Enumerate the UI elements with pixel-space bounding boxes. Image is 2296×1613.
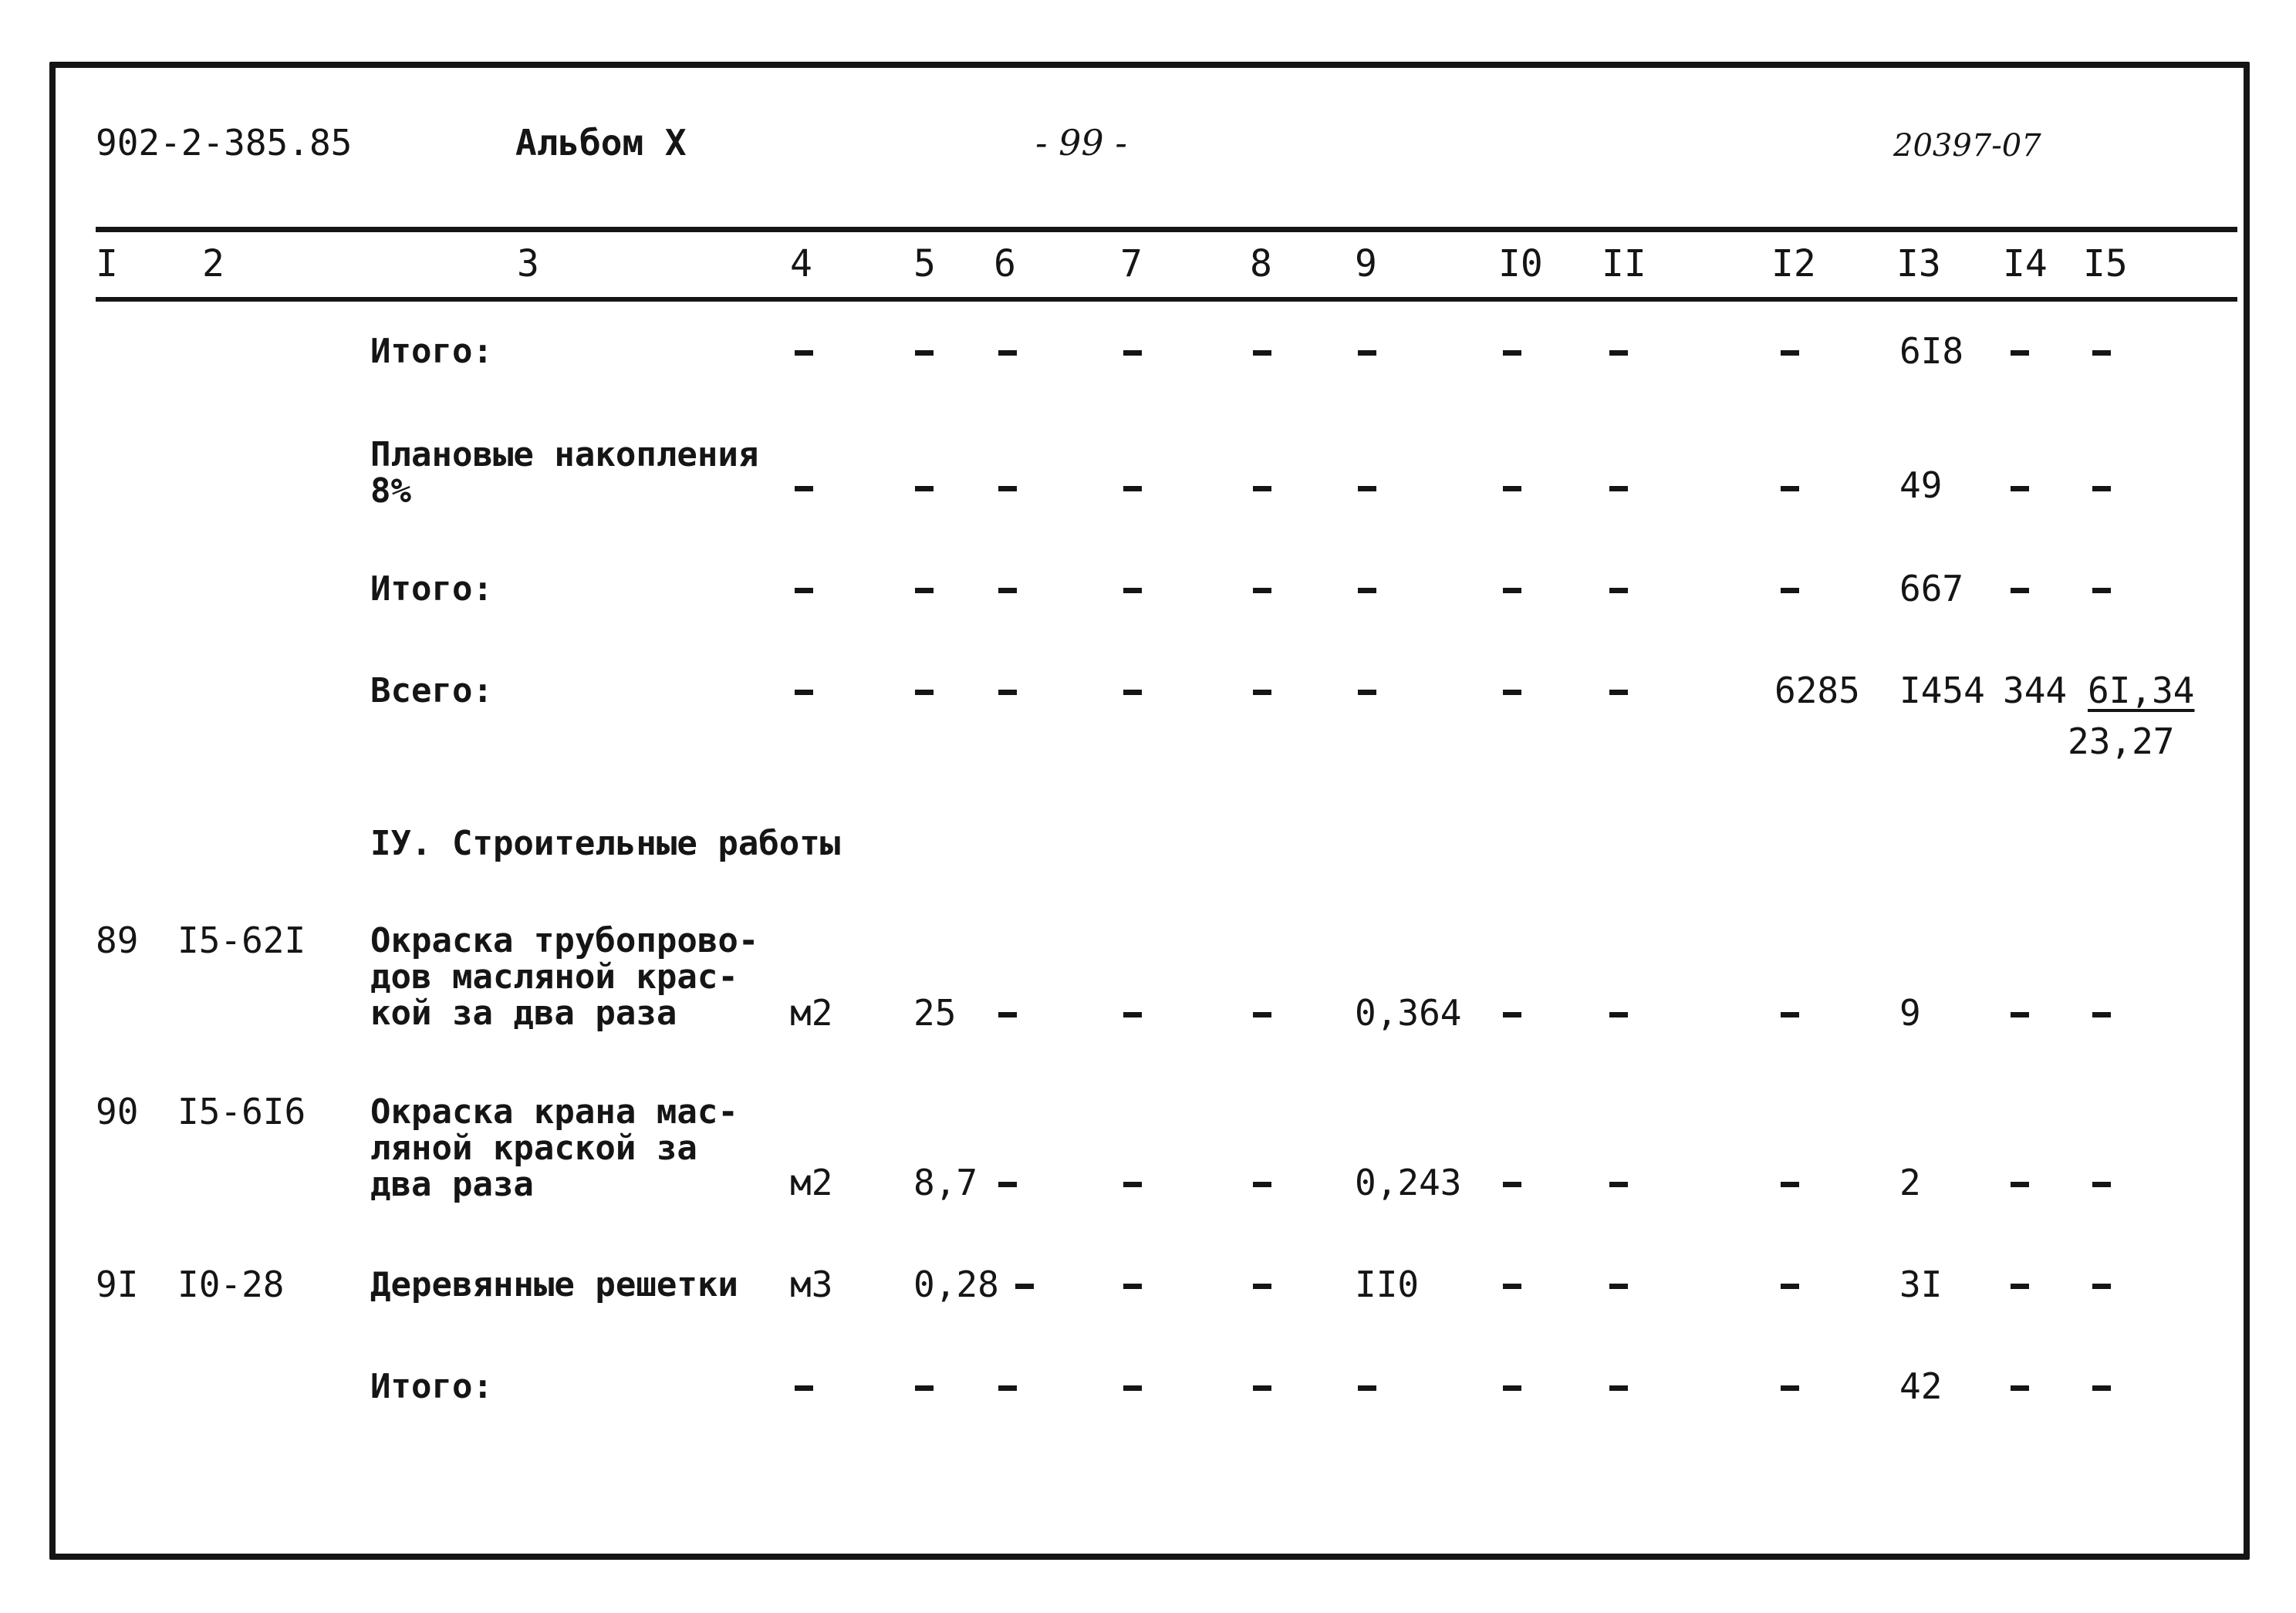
cell-quantity: 0,28 (913, 1264, 999, 1305)
dash (2092, 1182, 2111, 1187)
dash (1503, 690, 1521, 695)
cell-c13: 49 (1899, 464, 1943, 506)
dash (998, 486, 1017, 491)
dash (2092, 1284, 2111, 1289)
section-title: IУ. Строительные работы (370, 824, 841, 863)
cell-c12: 6285 (1774, 670, 1860, 711)
row-description: Плановые накопления 8% (370, 435, 759, 511)
column-number: I2 (1771, 242, 1816, 285)
column-number: 4 (790, 242, 812, 285)
dash (1253, 1012, 1271, 1017)
dash (915, 690, 934, 695)
dash (1253, 1284, 1271, 1289)
dash (1123, 486, 1142, 491)
dash (1609, 1182, 1628, 1187)
dash (998, 1385, 1017, 1391)
dash (2092, 1012, 2111, 1017)
dash (2011, 1182, 2029, 1187)
dash (998, 1182, 1017, 1187)
cell-c15-numerator: 6I,34 (2088, 670, 2195, 711)
dash (998, 690, 1017, 695)
row-description: Окраска трубопрово- дов масляной крас- кой за два раза (370, 921, 759, 1033)
album-label: Альбом X (515, 122, 687, 164)
column-number: 7 (1120, 242, 1143, 285)
row-description: Окраска крана мас- ляной краской за два раза (370, 1092, 738, 1204)
dash (998, 588, 1017, 593)
dash (795, 588, 813, 593)
dash (1503, 1182, 1521, 1187)
rate-code: I0-28 (177, 1264, 285, 1305)
dash (1358, 350, 1376, 356)
cell-c9: 0,364 (1355, 992, 1462, 1034)
dash (1503, 350, 1521, 356)
dash (2011, 486, 2029, 491)
dash (1253, 1182, 1271, 1187)
cell-c13: 42 (1899, 1365, 1943, 1407)
dash (1123, 588, 1142, 593)
dash (795, 486, 813, 491)
cell-c13: I454 (1899, 670, 1985, 711)
dash (1503, 1385, 1521, 1391)
dash (2092, 588, 2111, 593)
dash (2011, 1012, 2029, 1017)
dash (795, 350, 813, 356)
cell-c9: 0,243 (1355, 1162, 1462, 1203)
dash (1123, 1182, 1142, 1187)
dash (1253, 690, 1271, 695)
dash (1781, 350, 1799, 356)
dash (915, 350, 934, 356)
dash (2011, 1284, 2029, 1289)
column-number: I4 (2003, 242, 2048, 285)
dash (1123, 1012, 1142, 1017)
dash (1123, 350, 1142, 356)
row-description: Итого: (370, 332, 493, 371)
cell-quantity: 25 (913, 992, 957, 1034)
dash (915, 1385, 934, 1391)
cell-unit: м2 (790, 1162, 833, 1203)
dash (795, 690, 813, 695)
column-number: 9 (1355, 242, 1377, 285)
dash (1781, 1385, 1799, 1391)
column-number: 6 (994, 242, 1016, 285)
cell-c13: 6I8 (1899, 330, 1964, 372)
dash (1358, 690, 1376, 695)
dash (2092, 486, 2111, 491)
cell-c15-denominator: 23,27 (2068, 720, 2175, 762)
header-rule-top (96, 227, 2237, 232)
dash (2011, 1385, 2029, 1391)
row-description: Деревянные решетки (370, 1265, 738, 1304)
dash (1503, 1284, 1521, 1289)
dash (2092, 1385, 2111, 1391)
document-code: 902-2-385.85 (96, 122, 353, 164)
cell-c13: 3I (1899, 1264, 1943, 1305)
rate-code: I5-62I (177, 920, 306, 961)
dash (1123, 1284, 1142, 1289)
dash (1015, 1284, 1034, 1289)
dash (2011, 350, 2029, 356)
dash (1123, 1385, 1142, 1391)
dash (998, 1012, 1017, 1017)
dash (1781, 1284, 1799, 1289)
dash (1781, 486, 1799, 491)
dash (1503, 486, 1521, 491)
cell-quantity: 8,7 (913, 1162, 978, 1203)
dash (1503, 588, 1521, 593)
cell-c13: 2 (1899, 1162, 1921, 1203)
header-rule-bottom (96, 297, 2237, 302)
row-number: 89 (96, 920, 139, 961)
dash (1781, 1182, 1799, 1187)
column-number: I3 (1896, 242, 1941, 285)
column-number: 2 (202, 242, 225, 285)
row-description: Всего: (370, 671, 493, 710)
document-frame (49, 62, 2250, 1560)
dash (1358, 486, 1376, 491)
dash (1781, 588, 1799, 593)
dash (1609, 1385, 1628, 1391)
column-number: I (96, 242, 118, 285)
column-number: 3 (517, 242, 539, 285)
dash (1358, 588, 1376, 593)
cell-c14: 344 (2003, 670, 2068, 711)
cell-unit: м3 (790, 1264, 833, 1305)
row-description: Итого: (370, 569, 493, 609)
column-number: I0 (1498, 242, 1543, 285)
dash (915, 588, 934, 593)
dash (1358, 1385, 1376, 1391)
dash (1609, 486, 1628, 491)
cell-c9: II0 (1355, 1264, 1420, 1305)
dash (1609, 690, 1628, 695)
column-number: 8 (1250, 242, 1272, 285)
page-number: - 99 - (1035, 122, 1127, 164)
dash (1781, 1012, 1799, 1017)
column-number: 5 (913, 242, 936, 285)
dash (915, 486, 934, 491)
rate-code: I5-6I6 (177, 1091, 306, 1132)
cell-c13: 667 (1899, 568, 1964, 609)
dash (1253, 486, 1271, 491)
dash (2092, 350, 2111, 356)
inventory-number: 20397-07 (1893, 128, 2041, 164)
dash (1123, 690, 1142, 695)
column-number: II (1602, 242, 1646, 285)
dash (1503, 1012, 1521, 1017)
row-number: 90 (96, 1091, 139, 1132)
row-description: Итого: (370, 1367, 493, 1406)
dash (2011, 588, 2029, 593)
dash (1609, 588, 1628, 593)
cell-unit: м2 (790, 992, 833, 1034)
dash (1609, 1012, 1628, 1017)
dash (1253, 1385, 1271, 1391)
dash (795, 1385, 813, 1391)
dash (1253, 350, 1271, 356)
dash (1609, 350, 1628, 356)
column-number: I5 (2083, 242, 2128, 285)
cell-c13: 9 (1899, 992, 1921, 1034)
dash (1609, 1284, 1628, 1289)
row-number: 9I (96, 1264, 139, 1305)
dash (998, 350, 1017, 356)
dash (1253, 588, 1271, 593)
